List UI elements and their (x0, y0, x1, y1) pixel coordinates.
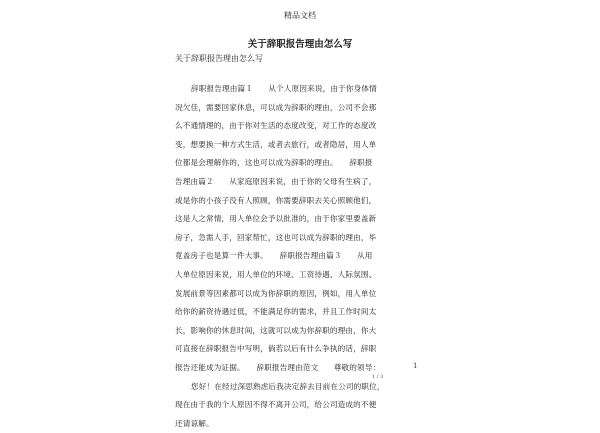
body-line: 报告还能成为证据。 辞职报告理由范文 尊敬的领导： (175, 362, 381, 372)
body-line: 可直接在辞职报告中写明，倘若以后有什么争执的话，辞职 (175, 344, 377, 354)
body-line: 位都是会理解你的，这也可以成为辞职的理由。 辞职报 (175, 158, 373, 168)
document-title: 关于辞职报告理由怎么写 (247, 39, 353, 50)
body-line: 况欠佳，需要回家休息，可以成为辞职的理由，公司不会那 (175, 102, 377, 112)
body-line: 长，影响你的休息时间，这就可以成为你辞职的理由，你大 (175, 325, 377, 335)
header-label: 精品文档 (284, 11, 316, 20)
body-line: 么不通情理的，由于你对生活的态度改变，对工作的态度改 (175, 121, 377, 131)
body-line: 人单位原因来说，用人单位的环境、工资待遇、人际氛围、 (175, 269, 377, 279)
body-line: 竟盖房子也是算一件大事。 辞职报告理由篇３ 从用 (175, 251, 373, 261)
body-line: 告理由篇２ 从家庭原因来说，由于你的父母有生病了， (175, 176, 377, 186)
body-line: 给你的薪资待遇过低，不能满足你的需求，并且工作时间太 (175, 307, 377, 317)
body-line: 或是你的小孩子没有人照顾，你需要辞职去关心照顾他们， (175, 195, 377, 205)
body-line: 变，想要换一种方式生活，或者去旅行，或者隐居，用人单 (175, 139, 377, 149)
body-line: 您好！在经过深思熟虑后我决定辞去目前在公司的职位， (191, 381, 385, 391)
body-line: 房子，急需人手，回家帮忙，这也可以成为辞职的理由，毕 (175, 232, 377, 242)
body-line: 现在由于我的个人原因不得不离开公司，给公司造成的不便 (175, 400, 377, 410)
body-line: 这是人之常情，用人单位会予以批准的，由于你家里要盖新 (175, 214, 377, 224)
body-text (175, 80, 430, 433)
body-line: 辞职报告理由篇１ 从个人原因来说，由于你身体情 (191, 84, 377, 93)
body-line: 发展前景等因素都可以成为你辞职的原因，例如，用人单位 (175, 288, 377, 298)
page-number: 1 / 3 (372, 374, 384, 380)
corner-mark: 1 (413, 362, 418, 370)
document-subtitle: 关于辞职报告理由怎么写 (175, 54, 263, 63)
body-line: 还请谅解。 (175, 418, 214, 428)
